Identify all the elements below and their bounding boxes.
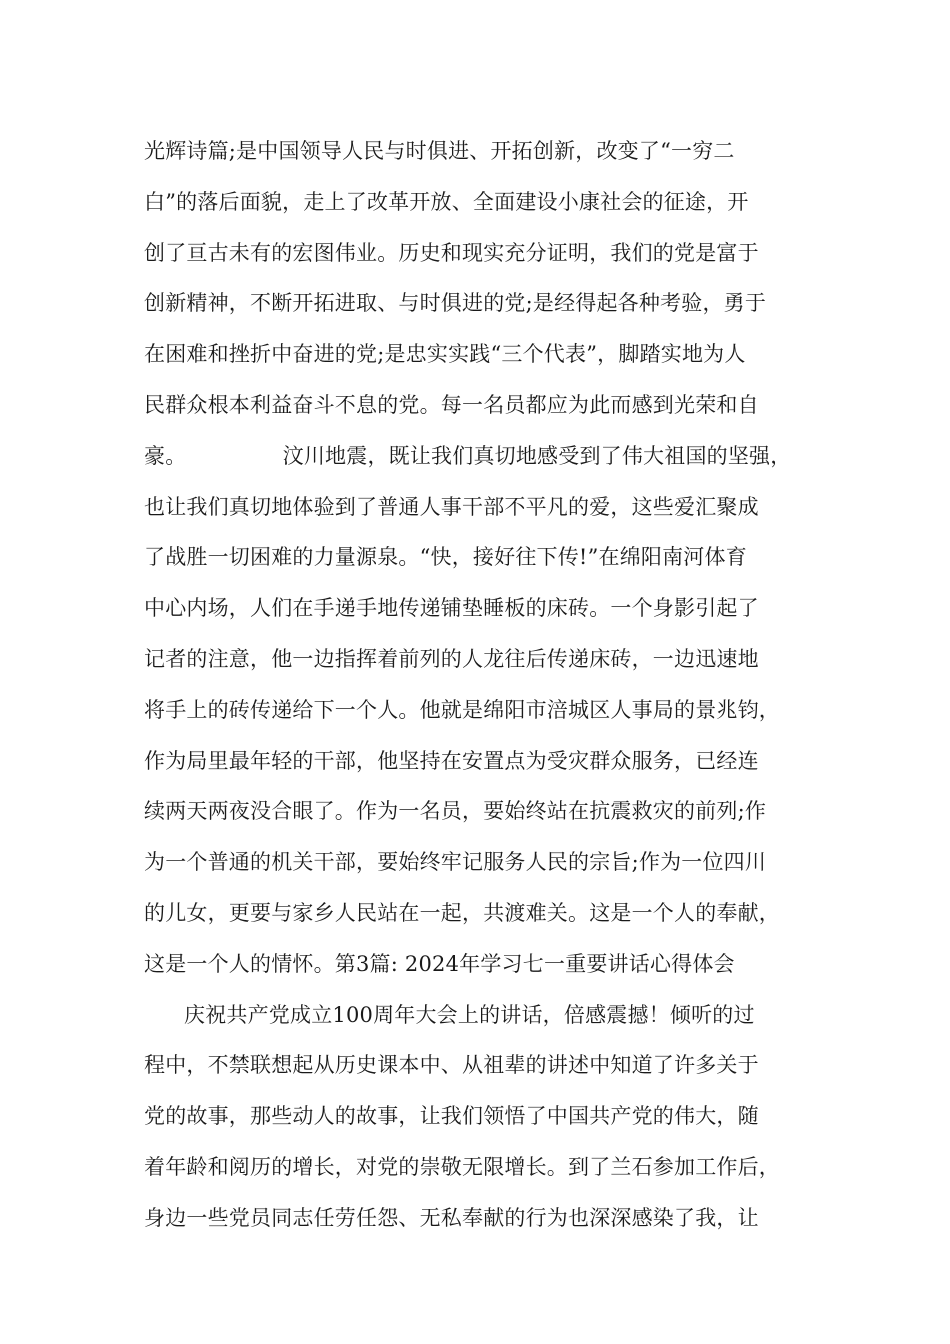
text-line: 也让我们真切地体验到了普通人事干部不平凡的爱，这些爱汇聚成 <box>144 494 759 519</box>
text-line: 豪。 汶川地震，既让我们真切地感受到了伟大祖国的坚强， <box>144 443 792 468</box>
text-line: 身边一些党员同志任劳任怨、无私奉献的行为也深深感染了我，让 <box>144 1205 759 1230</box>
text-line: 为一个普通的机关干部，要始终牢记服务人民的宗旨;作为一位四川 <box>144 850 767 875</box>
text-line: 民群众根本利益奋斗不息的党。每一名员都应为此而感到光荣和自 <box>144 392 759 417</box>
paragraph-first-line: 庆祝共产党成立100周年大会上的讲话，倍感震撼！倾听的过 <box>184 1002 755 1027</box>
text-line: 的儿女，更要与家乡人民站在一起，共渡难关。这是一个人的奉献， <box>144 900 780 925</box>
section-heading-line: 这是一个人的情怀。第3篇: 2024年学习七一重要讲话心得体会 <box>144 951 735 976</box>
body-text <box>144 126 824 1244</box>
text-line: 在困难和挫折中奋进的党;是忠实实践“三个代表”，脚踏实地为人 <box>144 342 746 367</box>
text-line: 创新精神，不断开拓进取、与时俱进的党;是经得起各种考验，勇于 <box>144 291 767 316</box>
text-line: 光辉诗篇;是中国领导人民与时俱进、开拓创新，改变了“一穷二 <box>144 139 735 163</box>
text-line: 白”的落后面貌，走上了改革开放、全面建设小康社会的征途，开 <box>144 189 749 214</box>
text-line: 着年龄和阅历的增长，对党的崇敬无限增长。到了兰石参加工作后， <box>144 1154 780 1179</box>
text-line: 创了亘古未有的宏图伟业。历史和现实充分证明，我们的党是富于 <box>144 240 759 265</box>
text-line: 作为局里最年轻的干部，他坚持在安置点为受灾群众服务，已经连 <box>144 748 759 773</box>
text-line: 中心内场，人们在手递手地传递铺垫睡板的床砖。一个身影引起了 <box>144 596 759 621</box>
text-line: 记者的注意，他一边指挥着前列的人龙往后传递床砖，一边迅速地 <box>144 646 759 671</box>
text-line: 续两天两夜没合眼了。作为一名员，要始终站在抗震救灾的前列;作 <box>144 799 767 824</box>
text-line: 了战胜一切困难的力量源泉。“快，接好往下传!”在绵阳南河体育 <box>144 545 747 570</box>
text-line: 将手上的砖传递给下一个人。他就是绵阳市涪城区人事局的景兆钧， <box>144 697 780 722</box>
text-line: 党的故事，那些动人的故事，让我们领悟了中国共产党的伟大，随 <box>144 1104 759 1129</box>
text-line: 程中，不禁联想起从历史课本中、从祖辈的讲述中知道了许多关于 <box>144 1053 759 1078</box>
